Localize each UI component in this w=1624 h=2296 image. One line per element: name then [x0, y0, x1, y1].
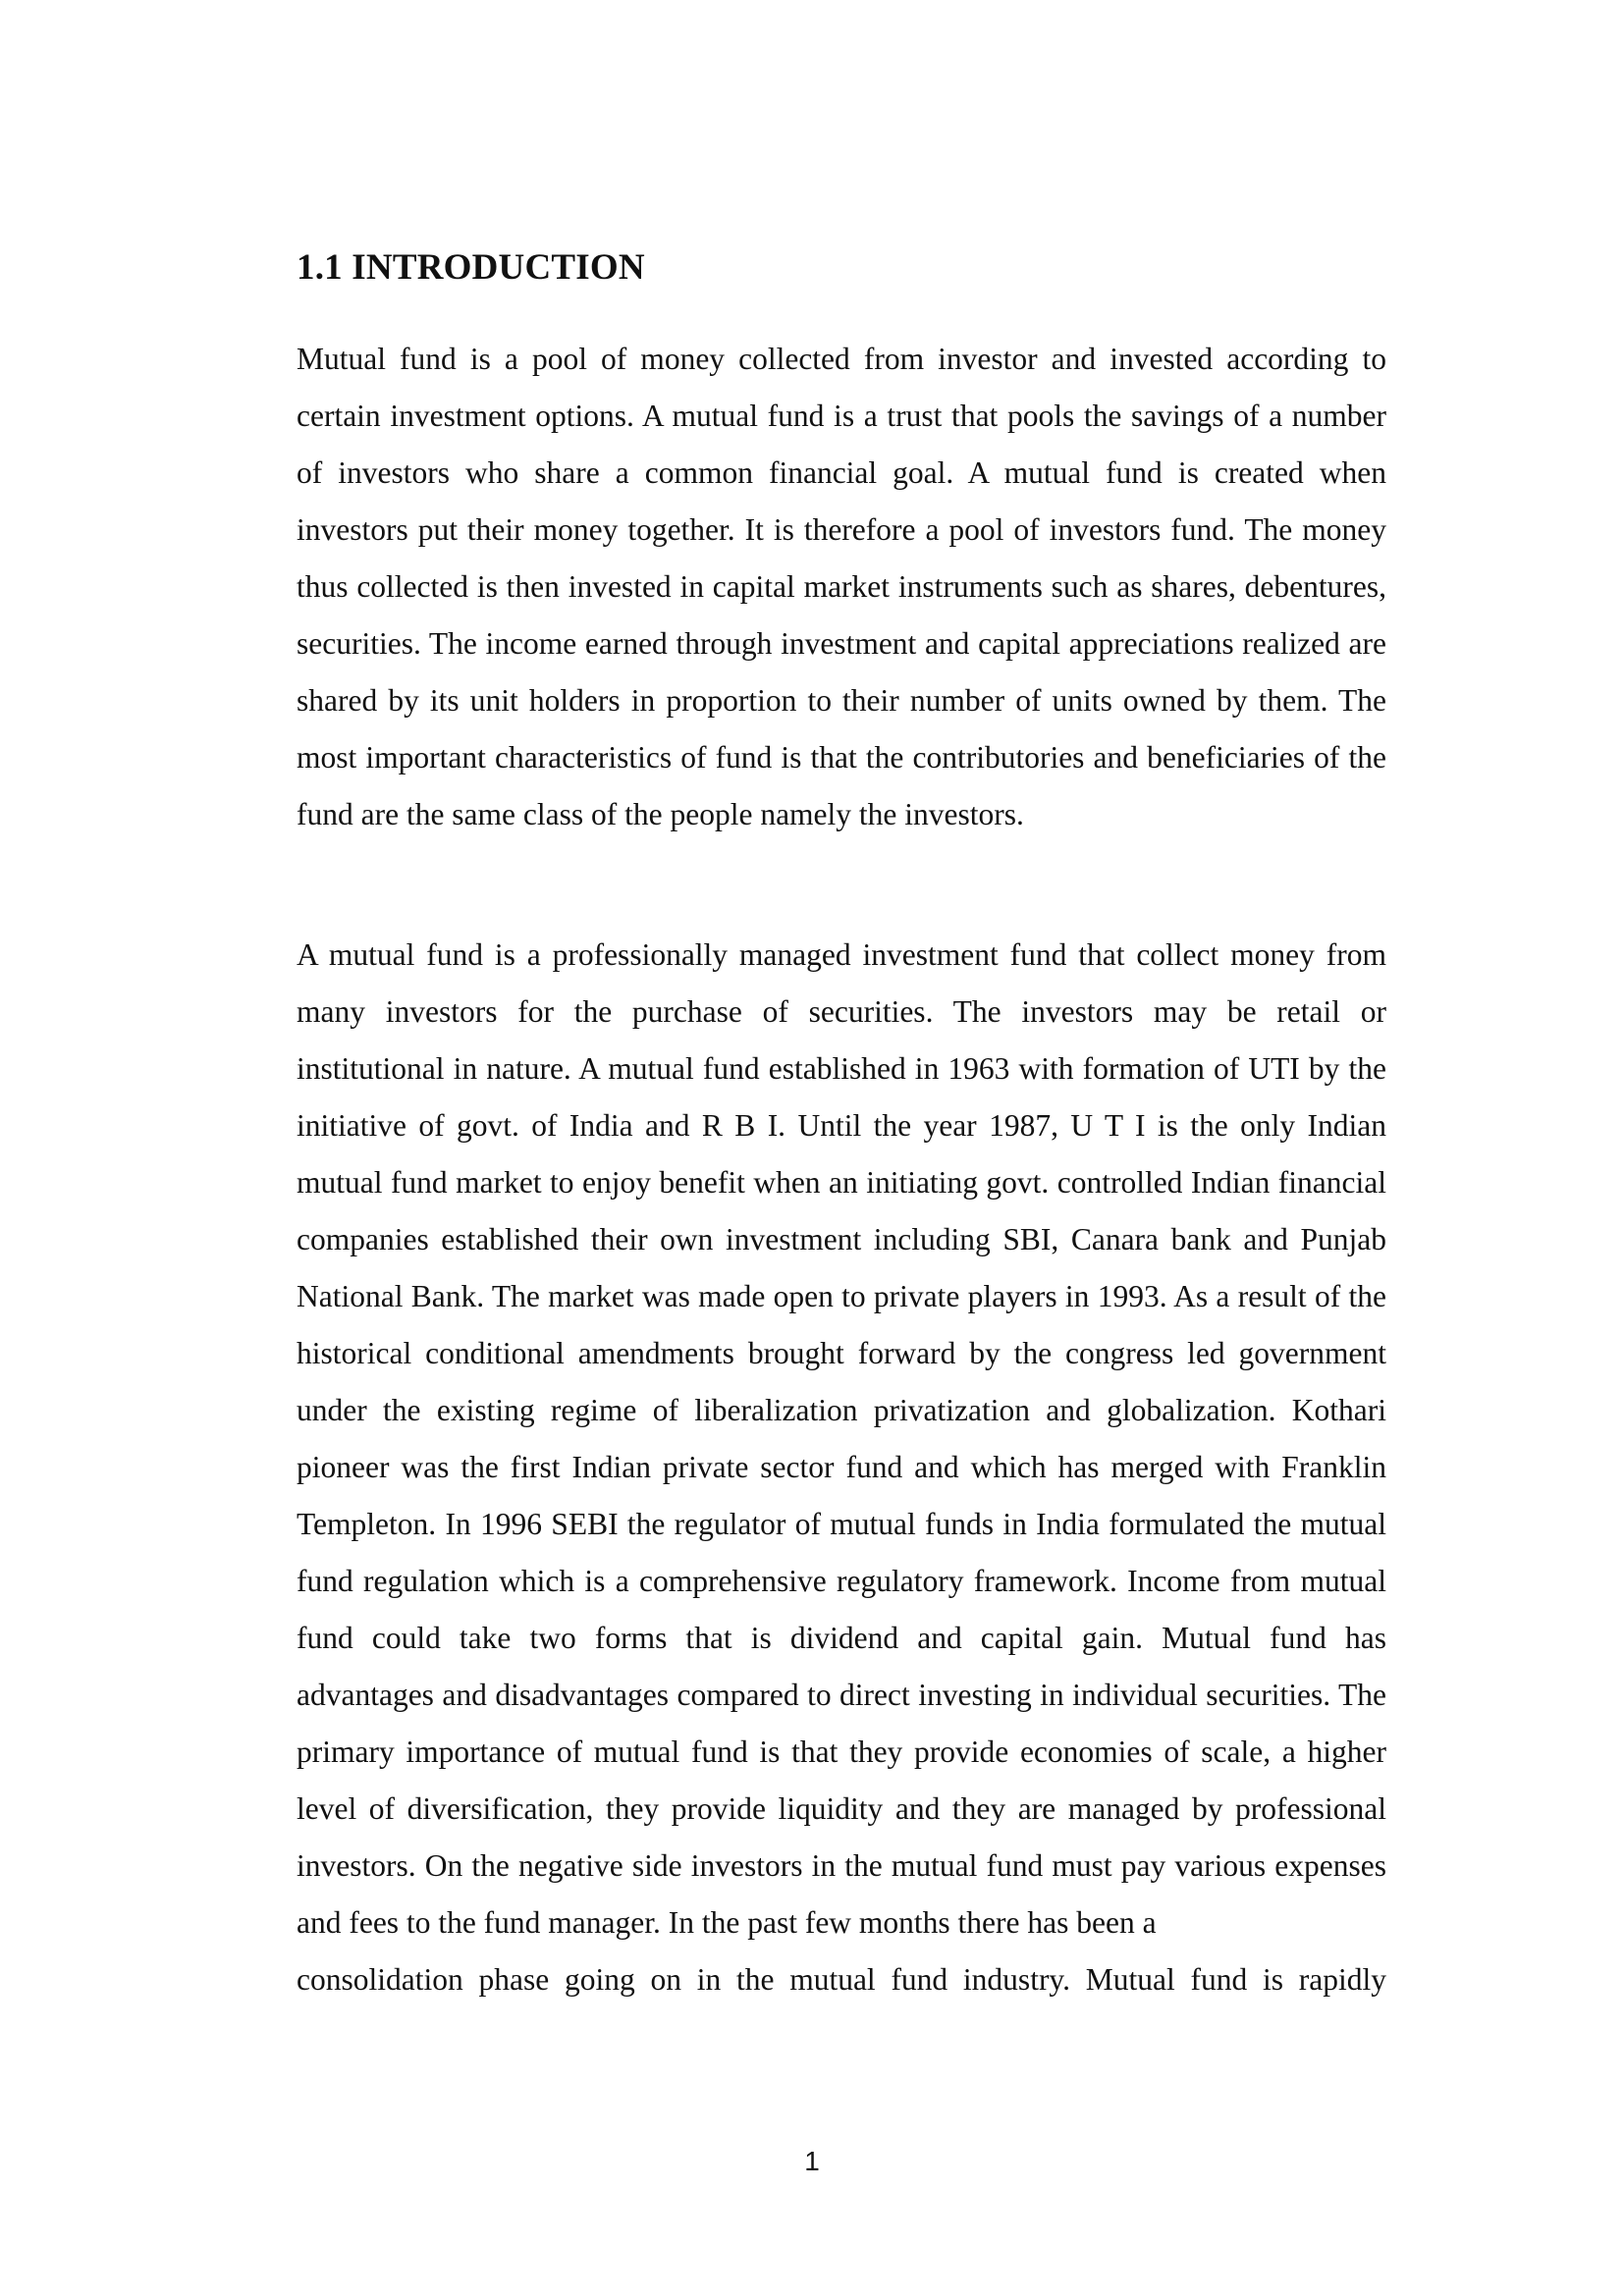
section-heading: 1.1 INTRODUCTION: [297, 247, 645, 288]
paragraph-history: [297, 927, 1386, 2008]
paragraph-history-body: A mutual fund is a professionally managed investment fund that collect money from many investors for the purchase of securities. The investors may be retail or institutional in nature. A mutual fund established in 1963 with formation of UTI by the initiative of govt. of India and R B I. Until the year 1987, U T I is the only Indian mutual fund market to enjoy benefit when an initiating govt. controlled Indian financial companies established their own investment including SBI, Canara bank and Punjab National Bank. The market was made open to private players in 1993. As a result of the historical conditional amendments brought forward by the congress led government under the existing regime of liberalization privatization and globalization. Kothari pioneer was the first Indian private sector fund and which has merged with Franklin Templeton. In 1996 SEBI the regulator of mutual funds in India formulated the mutual fund regulation which is a comprehensive regulatory framework. Income from mutual fund could take two forms that is dividend and capital gain. Mutual fund has advantages and disadvantages compared to direct investing in individual securities. The primary importance of mutual fund is that they provide economies of scale, a higher level of diversification, they provide liquidity and they are managed by professional investors. On the negative side investors in the mutual fund must pay various expenses and fees to the fund manager. In the past few months there has been a: [297, 937, 1386, 1940]
paragraph-introduction-definition: Mutual fund is a pool of money collected from investor and invested according to certain investment options. A mutual fund is a trust that pools the savings of a number of investors who share a common financial goal. A mutual fund is created when investors put their money together. It is therefore a pool of investors fund. The money thus collected is then invested in capital market instruments such as shares, debentures, securities. The income earned through investment and capital appreciations realized are shared by its unit holders in proportion to their number of units owned by them. The most important characteristics of fund is that the contributories and beneficiaries of the fund are the same class of the people namely the investors.: [297, 342, 1386, 831]
paragraph-history-continued-line: consolidation phase going on in the mutual fund industry. Mutual fund is rapidly: [297, 1962, 1386, 1997]
page-number: 1: [804, 2146, 820, 2176]
